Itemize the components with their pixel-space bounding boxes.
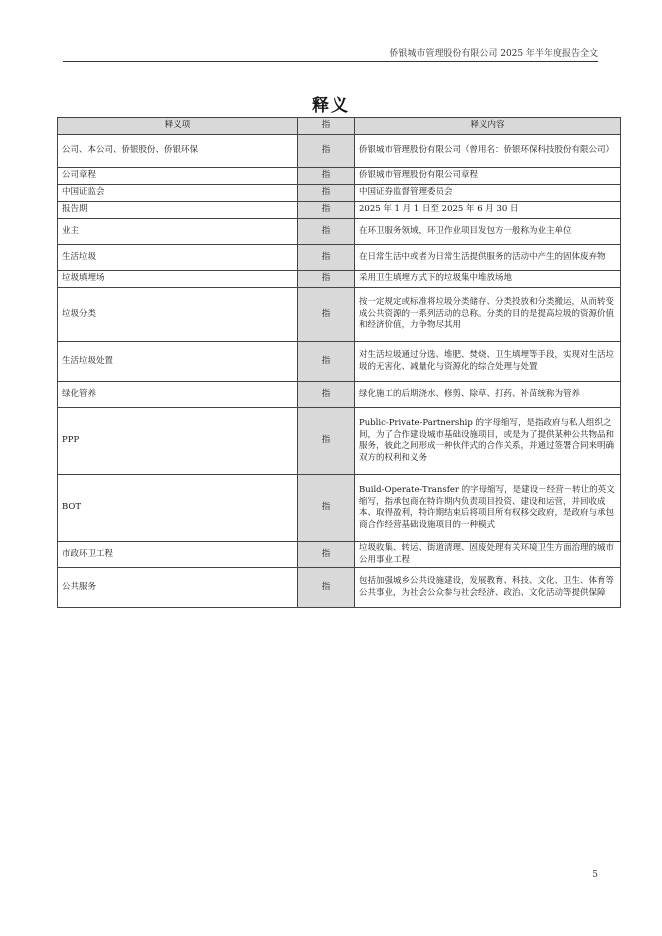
ref-cell: 指 bbox=[298, 342, 355, 382]
table-row bbox=[58, 202, 621, 219]
table-row bbox=[58, 271, 621, 288]
column-header-ref: 指 bbox=[298, 118, 355, 135]
column-header-term: 释义项 bbox=[58, 118, 298, 135]
definition-cell: 垃圾收集、转运、街道清理、固废处理有关环境卫生方面治理的城市公用事业工程 bbox=[355, 542, 621, 568]
definition-cell: 采用卫生填埋方式下的垃圾集中堆放场地 bbox=[355, 271, 621, 288]
definition-cell: 在环卫服务领域，环卫作业项目发包方一般称为业主单位 bbox=[355, 219, 621, 245]
definition-cell: 侨银城市管理股份有限公司章程 bbox=[355, 168, 621, 185]
term-cell: BOT bbox=[58, 475, 298, 542]
definition-cell: 对生活垃圾通过分选、堆肥、焚烧、卫生填埋等手段，实现对生活垃圾的无害化、减量化与资源化的综合处理与处置 bbox=[355, 342, 621, 382]
definition-cell: 绿化施工的后期浇水、修剪、除草、打药、补苗统称为管养 bbox=[355, 382, 621, 408]
definition-cell: 在日常生活中或者为日常生活提供服务的活动中产生的固体废弃物 bbox=[355, 245, 621, 271]
definition-cell: 中国证券监督管理委员会 bbox=[355, 185, 621, 202]
table-row bbox=[58, 185, 621, 202]
definitions-table bbox=[57, 117, 621, 608]
definition-cell: 包括加强城乡公共设施建设，发展教育、科技、文化、卫生、体育等公共事业，为社会公众参与社会经济、政治、文化活动等提供保障 bbox=[355, 568, 621, 608]
table-row bbox=[58, 568, 621, 608]
ref-cell: 指 bbox=[298, 288, 355, 342]
term-cell: 生活垃圾 bbox=[58, 245, 298, 271]
table-row bbox=[58, 219, 621, 245]
ref-cell: 指 bbox=[298, 168, 355, 185]
term-cell: 绿化管养 bbox=[58, 382, 298, 408]
table-header-row bbox=[58, 118, 621, 135]
term-cell: 报告期 bbox=[58, 202, 298, 219]
term-cell: 生活垃圾处置 bbox=[58, 342, 298, 382]
term-cell: 中国证监会 bbox=[58, 185, 298, 202]
table-row bbox=[58, 542, 621, 568]
page-number: 5 bbox=[592, 870, 598, 880]
table-row bbox=[58, 288, 621, 342]
page-title: 释义 bbox=[312, 96, 350, 116]
ref-cell: 指 bbox=[298, 202, 355, 219]
table-row bbox=[58, 135, 621, 168]
term-cell: 垃圾分类 bbox=[58, 288, 298, 342]
column-header-definition: 释义内容 bbox=[355, 118, 621, 135]
ref-cell: 指 bbox=[298, 382, 355, 408]
ref-cell: 指 bbox=[298, 568, 355, 608]
ref-cell: 指 bbox=[298, 245, 355, 271]
term-cell: PPP bbox=[58, 408, 298, 475]
term-cell: 公司、本公司、侨银股份、侨银环保 bbox=[58, 135, 298, 168]
table-row bbox=[58, 475, 621, 542]
definition-cell: 2025 年 1 月 1 日至 2025 年 6 月 30 日 bbox=[355, 202, 621, 219]
ref-cell: 指 bbox=[298, 475, 355, 542]
term-cell: 垃圾填埋场 bbox=[58, 271, 298, 288]
ref-cell: 指 bbox=[298, 408, 355, 475]
ref-cell: 指 bbox=[298, 135, 355, 168]
ref-cell: 指 bbox=[298, 542, 355, 568]
term-cell: 业主 bbox=[58, 219, 298, 245]
term-cell: 公司章程 bbox=[58, 168, 298, 185]
term-cell: 公共服务 bbox=[58, 568, 298, 608]
definition-cell: Build-Operate-Transfer 的字母缩写，是建设－经营－转让的英文缩写，指承包商在特许期内负责项目投资、建设和运营，并回收成本、取得盈利，特许期结束后将项目所有权移交政府，是政府与承包商合作经营基础设施项目的一种模式 bbox=[355, 475, 621, 542]
table-row bbox=[58, 408, 621, 475]
term-cell: 市政环卫工程 bbox=[58, 542, 298, 568]
header-rule bbox=[63, 61, 598, 62]
ref-cell: 指 bbox=[298, 185, 355, 202]
table-row bbox=[58, 168, 621, 185]
table-row bbox=[58, 382, 621, 408]
definition-cell: 按一定规定或标准将垃圾分类储存、分类投放和分类搬运，从而转变成公共资源的一系列活动的总称。分类的目的是提高垃圾的资源价值和经济价值，力争物尽其用 bbox=[355, 288, 621, 342]
table-row bbox=[58, 245, 621, 271]
ref-cell: 指 bbox=[298, 271, 355, 288]
definition-cell: Public-Private-Partnership 的字母缩写，是指政府与私人组织之间，为了合作建设城市基础设施项目，或是为了提供某种公共物品和服务，彼此之间形成一种伙伴式的合作关系，并通过签署合同来明确双方的权利和义务 bbox=[355, 408, 621, 475]
table-row bbox=[58, 342, 621, 382]
ref-cell: 指 bbox=[298, 219, 355, 245]
page-header: 侨银城市管理股份有限公司 2025 年半年度报告全文 bbox=[389, 49, 598, 59]
definition-cell: 侨银城市管理股份有限公司（曾用名：侨银环保科技股份有限公司） bbox=[355, 135, 621, 168]
